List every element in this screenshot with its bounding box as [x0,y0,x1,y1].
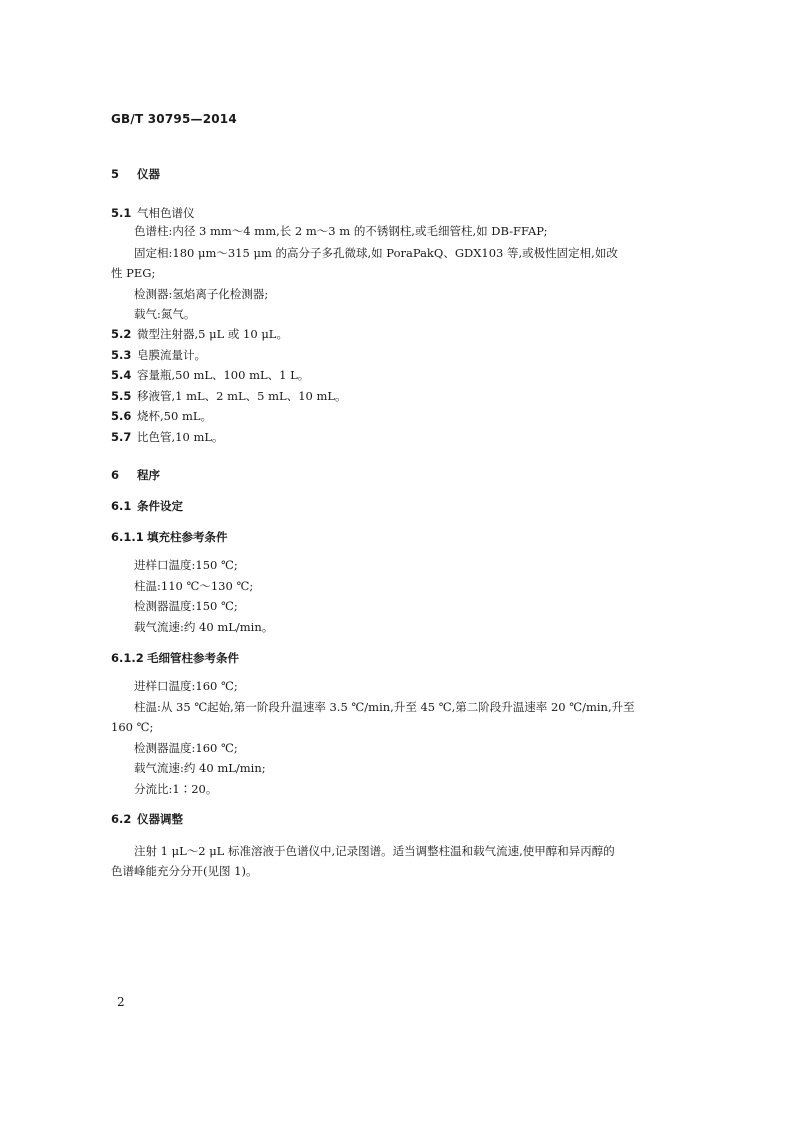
clause-6-2-number: 6.2 [111,812,132,826]
stationary-phase-line-1: 固定相:180 μm～315 μm 的高分子多孔微球,如 PoraPakQ、GDX103 等,或极性固定相,如改 [134,246,618,260]
clause-5-4-number: 5.4 [111,368,132,382]
page-number: 2 [117,995,125,1009]
capillary-detector-temp: 检测器温度:160 ℃; [134,741,238,755]
capillary-carrier-flow: 载气流速:约 40 mL/min; [134,761,266,775]
clause-5-6-text: 烧杯,50 mL。 [137,409,212,423]
capillary-column-temp-line-1: 柱温:从 35 ℃起始,第一阶段升温速率 3.5 ℃/min,升至 45 ℃,第二阶段升温速率 20 ℃/min,升至 [134,700,635,714]
clause-6-1-1 [111,529,228,545]
clause-6-1 [111,498,183,514]
clause-5-7-text: 比色管,10 mL。 [137,430,224,444]
clause-6-1-1-number: 6.1.1 [111,530,144,544]
section-6-number: 6 [111,468,120,482]
section-5-title: 仪器 [137,167,160,181]
clause-5-5-number: 5.5 [111,389,132,403]
packed-carrier-flow: 载气流速:约 40 mL/min。 [134,620,274,634]
capillary-inlet-temp: 进样口温度:160 ℃; [134,679,238,693]
clause-6-1-2 [111,650,239,666]
carrier-gas-spec: 载气:氮气。 [134,307,196,321]
packed-column-temp: 柱温:110 ℃～130 ℃; [134,579,254,593]
clause-5-1-title: 气相色谱仪 [137,206,195,220]
clause-5-1-number: 5.1 [111,206,132,220]
split-ratio: 分流比:1∶20。 [134,782,218,796]
packed-inlet-temp: 进样口温度:150 ℃; [134,558,238,572]
section-6-heading [111,467,160,483]
clause-5-3 [111,347,206,363]
clause-5-6-number: 5.6 [111,409,132,423]
clause-6-1-2-number: 6.1.2 [111,651,144,665]
clause-5-6 [111,408,212,424]
clause-5-4 [111,367,309,383]
clause-5-2-number: 5.2 [111,327,132,341]
clause-5-2 [111,326,288,342]
section-5-heading [111,166,160,182]
section-5-number: 5 [111,167,120,181]
clause-6-1-title: 条件设定 [137,499,183,513]
detector-spec: 检测器:氢焰离子化检测器; [134,287,269,301]
clause-5-2-text: 微型注射器,5 μL 或 10 μL。 [137,327,288,341]
packed-detector-temp: 检测器温度:150 ℃; [134,599,238,613]
clause-5-1 [111,205,195,221]
clause-5-3-text: 皂膜流量计。 [137,348,206,362]
clause-6-2-title: 仪器调整 [137,812,183,826]
clause-6-1-2-title: 毛细管柱参考条件 [147,651,239,665]
clause-6-1-number: 6.1 [111,499,132,513]
adjustment-paragraph-line-1: 注射 1 μL～2 μL 标准溶液于色谱仪中,记录图谱。适当调整柱温和载气流速,使甲醇和异丙醇的 [134,844,615,858]
capillary-column-temp-line-2: 160 ℃; [111,720,154,734]
column-spec: 色谱柱:内径 3 mm～4 mm,长 2 m～3 m 的不锈钢柱,或毛细管柱,如 DB-FFAP; [134,224,548,238]
section-6-title: 程序 [137,468,160,482]
clause-6-1-1-title: 填充柱参考条件 [147,530,228,544]
clause-5-5 [111,388,347,404]
clause-5-4-text: 容量瓶,50 mL、100 mL、1 L。 [137,368,310,382]
clause-5-7 [111,429,224,445]
clause-5-5-text: 移液管,1 mL、2 mL、5 mL、10 mL。 [137,389,347,403]
standard-code: GB/T 30795—2014 [111,112,237,126]
clause-6-2 [111,811,183,827]
stationary-phase-line-2: 性 PEG; [111,266,156,280]
adjustment-paragraph-line-2: 色谱峰能充分分开(见图 1)。 [111,864,258,878]
clause-5-3-number: 5.3 [111,348,132,362]
clause-5-7-number: 5.7 [111,430,132,444]
